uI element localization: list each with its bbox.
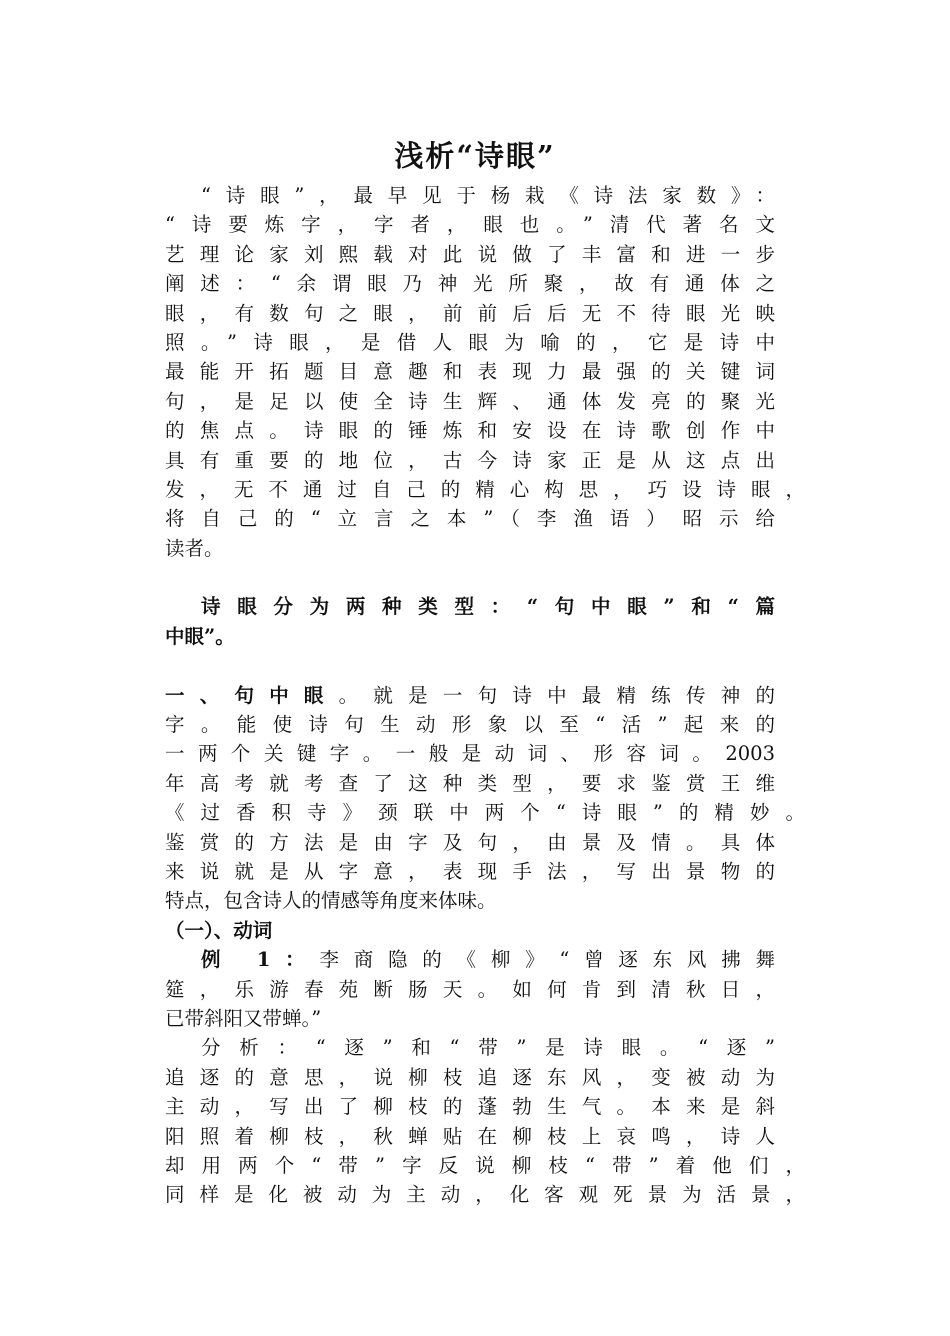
- text-line: 的焦点。诗眼的锤炼和安设在诗歌创作中: [165, 419, 775, 443]
- text-line: 句，是足以使全诗生辉、通体发亮的聚光: [165, 389, 775, 413]
- text-line: “诗要炼字，字者，眼也。”清代著名文: [165, 213, 775, 237]
- text-line: “诗眼”，最早见于杨栽《诗法家数》：: [201, 184, 775, 207]
- page-title: 浅析“诗眼”: [394, 139, 556, 173]
- text-line: 《过香积寺》颈联中两个“诗眼”的精妙。: [165, 801, 805, 825]
- paragraph-gap: [165, 651, 775, 680]
- text-line: 阳照着柳枝，秋蝉贴在柳枝上哀鸣，诗人: [165, 1124, 775, 1148]
- subsection-heading: （一）、动词: [165, 918, 273, 942]
- text-line: [165, 681, 775, 710]
- text-line: 同样是化被动为主动，化客观死景为活景，: [165, 1183, 805, 1207]
- text-line: 来说就是从字意，表现手法，写出景物的: [165, 859, 775, 883]
- text-line: 将自己的“立言之本”（李渔语）昭示给: [165, 507, 775, 531]
- text-run: 。就是一句诗中最精练传神的: [338, 683, 775, 707]
- section-heading: 中眼”。: [165, 624, 235, 648]
- text-line: 特点，包含诗人的情感等角度来体味。: [165, 889, 497, 913]
- text-line: 筵，乐游春苑断肠天。如何肯到清秋日，: [165, 977, 775, 1001]
- text-line: 字。能使诗句生动形象以至“活”起来的: [165, 713, 775, 737]
- text-line: 已带斜阳又带蝉。”: [165, 1006, 322, 1030]
- text-line: 发，无不通过自己的精心构思，巧设诗眼，: [165, 477, 805, 501]
- example-label: 例 1：: [201, 948, 320, 972]
- text-line: 眼，有数句之眼，前前后后无不待眼光映: [165, 301, 775, 325]
- text-line: 照。”诗眼，是借人眼为喻的，它是诗中: [165, 330, 775, 354]
- text-line: 主动，写出了柳枝的蓬勃生气。本来是斜: [165, 1095, 775, 1119]
- text-line: 读者。: [165, 536, 224, 560]
- text-line: 阐述：“余谓眼乃神光所聚，故有通体之: [165, 272, 775, 296]
- text-line: 艺理论家刘熙载对此说做了丰富和进一步: [165, 242, 775, 266]
- text-line: 具有重要的地位，古今诗家正是从这点出: [165, 448, 775, 472]
- text-line: 却用两个“带”字反说柳枝“带”着他们，: [165, 1153, 805, 1177]
- document-body: [165, 181, 805, 1210]
- section-heading: 诗眼分为两种类型：“句中眼”和“篇: [201, 595, 775, 619]
- paragraph-gap: [165, 563, 775, 592]
- text-line: 鉴赏的方法是由字及句，由景及情。具体: [165, 830, 775, 854]
- text-line: 年高考就考查了这种类型，要求鉴赏王维: [165, 771, 775, 795]
- text-line: [165, 945, 775, 974]
- text-line: 一两个关键字。一般是动词、形容词。2003: [165, 742, 775, 766]
- text-run: 李商隐的《柳》“曾逐东风拂舞: [319, 948, 775, 972]
- text-line: 分析：“逐”和“带”是诗眼。“逐”: [201, 1036, 775, 1060]
- text-line: 最能开拓题目意趣和表现力最强的关键词: [165, 360, 775, 384]
- text-line: 追逐的意思，说柳枝追逐东风，变被动为: [165, 1065, 775, 1089]
- subsection-label: 一、句中眼: [165, 683, 339, 707]
